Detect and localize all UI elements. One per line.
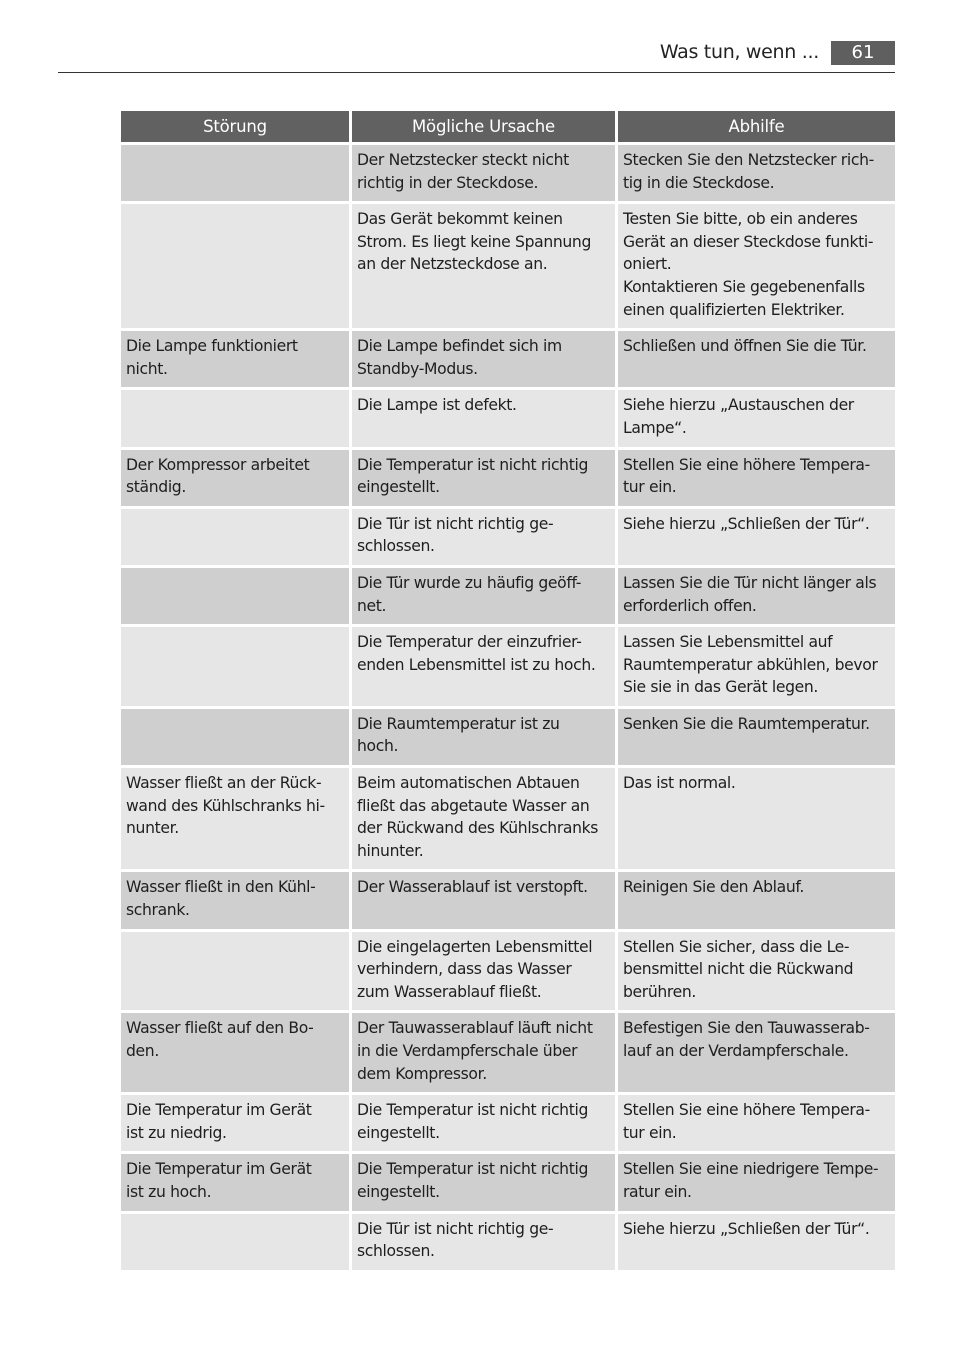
cell-stoerung-text: Die Lampe funktioniert nicht. <box>126 337 298 378</box>
table-row <box>121 627 895 706</box>
cell-ursache <box>352 932 615 1011</box>
cell-ursache <box>352 709 615 765</box>
cell-abhilfe <box>618 204 895 328</box>
cell-abhilfe <box>618 1154 895 1210</box>
cell-ursache <box>352 872 615 928</box>
cell-abhilfe-text: Senken Sie die Raumtemperatur. <box>623 714 870 733</box>
table-body <box>121 145 895 1270</box>
cell-ursache-text: Die Lampe ist defekt. <box>357 396 517 415</box>
table-row <box>121 1154 895 1210</box>
table-row <box>121 450 895 506</box>
table-row <box>121 390 895 446</box>
column-header-ursache: Mögliche Ursache <box>352 111 615 142</box>
cell-stoerung <box>121 145 349 201</box>
cell-abhilfe-text: Stellen Sie eine niedrigere Tempe- ratur ein. <box>623 1160 879 1201</box>
cell-stoerung <box>121 1013 349 1092</box>
table-row <box>121 145 895 201</box>
cell-abhilfe <box>618 709 895 765</box>
cell-stoerung-text: Wasser fließt auf den Bo- den. <box>126 1019 314 1060</box>
cell-ursache-text: Die Temperatur ist nicht richtig eingestellt. <box>357 455 588 497</box>
cell-ursache <box>352 1154 615 1210</box>
cell-stoerung <box>121 331 349 387</box>
cell-abhilfe-text: Siehe hierzu „Schließen der Tür“. <box>623 514 870 533</box>
cell-stoerung-text: Der Kompressor arbeitet ständig. <box>126 455 310 497</box>
cell-abhilfe-text: Befestigen Sie den Tauwasserab- lauf an der Verdampferschale. <box>623 1019 870 1060</box>
cell-ursache-text: Die Temperatur ist nicht richtig eingestellt. <box>357 1101 588 1142</box>
cell-stoerung <box>121 872 349 928</box>
cell-stoerung <box>121 627 349 706</box>
table-row <box>121 204 895 328</box>
section-title: Was tun, wenn ... <box>659 41 819 63</box>
table-row <box>121 932 895 1011</box>
cell-abhilfe-text: Testen Sie bitte, ob ein anderes Gerät an dieser Steckdose funkti- oniert. Kontaktieren Sie gegebenenfalls einen qualifizierten Elektriker. <box>623 210 874 319</box>
table-row <box>121 709 895 765</box>
cell-stoerung <box>121 1214 349 1270</box>
cell-stoerung <box>121 568 349 624</box>
cell-stoerung-text: Wasser fließt an der Rück- wand des Kühlschranks hi- nunter. <box>126 774 325 838</box>
cell-abhilfe <box>618 872 895 928</box>
cell-stoerung <box>121 768 349 869</box>
cell-ursache-text: Die Tür ist nicht richtig ge- schlossen. <box>357 514 554 556</box>
cell-stoerung <box>121 450 349 506</box>
cell-stoerung <box>121 390 349 446</box>
cell-abhilfe <box>618 145 895 201</box>
cell-abhilfe <box>618 768 895 869</box>
cell-abhilfe <box>618 1214 895 1270</box>
cell-ursache <box>352 450 615 506</box>
cell-ursache-text: Die Raumtemperatur ist zu hoch. <box>357 714 560 756</box>
cell-ursache-text: Beim automatischen Abtauen fließt das abgetaute Wasser an der Rückwand des Kühlschranks hinunter. <box>357 774 599 860</box>
table-row <box>121 1214 895 1270</box>
cell-ursache-text: Die Lampe befindet sich im Standby-Modus. <box>357 337 562 378</box>
table-row <box>121 768 895 869</box>
cell-ursache-text: Der Tauwasserablauf läuft nicht in die Verdampferschale über dem Kompressor. <box>357 1019 593 1083</box>
cell-abhilfe-text: Schließen und öffnen Sie die Tür. <box>623 337 867 356</box>
cell-ursache <box>352 1095 615 1151</box>
cell-abhilfe <box>618 932 895 1011</box>
cell-ursache <box>352 768 615 869</box>
cell-abhilfe-text: Siehe hierzu „Schließen der Tür“. <box>623 1219 870 1238</box>
table-header-row <box>121 111 895 142</box>
cell-abhilfe <box>618 568 895 624</box>
cell-ursache <box>352 627 615 706</box>
cell-stoerung <box>121 1095 349 1151</box>
cell-stoerung <box>121 709 349 765</box>
cell-abhilfe-text: Siehe hierzu „Austauschen der Lampe“. <box>623 396 854 437</box>
cell-ursache <box>352 568 615 624</box>
cell-stoerung <box>121 204 349 328</box>
cell-ursache-text: Die Temperatur der einzufrier- enden Lebensmittel ist zu hoch. <box>357 633 596 674</box>
cell-abhilfe <box>618 1013 895 1092</box>
cell-ursache-text: Der Netzstecker steckt nicht richtig in der Steckdose. <box>357 151 569 192</box>
cell-stoerung-text: Die Temperatur im Gerät ist zu hoch. <box>126 1160 312 1201</box>
page-number-badge: 61 <box>831 41 895 65</box>
cell-ursache <box>352 204 615 328</box>
cell-ursache <box>352 1013 615 1092</box>
cell-ursache <box>352 390 615 446</box>
cell-ursache-text: Der Wasserablauf ist verstopft. <box>357 878 588 897</box>
cell-abhilfe <box>618 331 895 387</box>
page-header <box>58 38 895 73</box>
cell-stoerung-text: Die Temperatur im Gerät ist zu niedrig. <box>126 1101 312 1142</box>
troubleshooting-table <box>118 108 898 1273</box>
cell-abhilfe-text: Lassen Sie Lebensmittel auf Raumtemperatur abkühlen, bevor Sie sie in das Gerät legen. <box>623 633 878 697</box>
cell-stoerung <box>121 1154 349 1210</box>
cell-stoerung <box>121 509 349 565</box>
cell-stoerung <box>121 932 349 1011</box>
column-header-stoerung: Störung <box>121 111 349 142</box>
cell-abhilfe-text: Stellen Sie sicher, dass die Le- bensmittel nicht die Rückwand berühren. <box>623 937 854 1001</box>
cell-stoerung-text: Wasser fließt in den Kühl- schrank. <box>126 878 316 920</box>
cell-abhilfe <box>618 627 895 706</box>
table-row <box>121 872 895 928</box>
cell-abhilfe <box>618 1095 895 1151</box>
cell-ursache <box>352 509 615 565</box>
cell-ursache-text: Die Tür ist nicht richtig ge- schlossen. <box>357 1219 554 1261</box>
table-row <box>121 568 895 624</box>
cell-abhilfe <box>618 390 895 446</box>
cell-ursache-text: Die Tür wurde zu häufig geöff- net. <box>357 573 582 615</box>
cell-abhilfe-text: Stecken Sie den Netzstecker rich- tig in die Steckdose. <box>623 151 874 192</box>
cell-abhilfe <box>618 450 895 506</box>
cell-abhilfe-text: Das ist normal. <box>623 774 736 793</box>
cell-ursache-text: Die eingelagerten Lebensmittel verhindern, dass das Wasser zum Wasserablauf fließt. <box>357 937 593 1001</box>
cell-ursache-text: Die Temperatur ist nicht richtig eingestellt. <box>357 1160 588 1201</box>
column-header-abhilfe: Abhilfe <box>618 111 895 142</box>
cell-abhilfe <box>618 509 895 565</box>
cell-ursache-text: Das Gerät bekommt keinen Strom. Es liegt keine Spannung an der Netzsteckdose an. <box>357 210 592 274</box>
cell-ursache <box>352 145 615 201</box>
table-row <box>121 331 895 387</box>
table-row <box>121 509 895 565</box>
cell-abhilfe-text: Lassen Sie die Tür nicht länger als erforderlich offen. <box>623 573 877 615</box>
cell-abhilfe-text: Stellen Sie eine höhere Tempera- tur ein. <box>623 1101 870 1142</box>
table-row <box>121 1095 895 1151</box>
cell-abhilfe-text: Reinigen Sie den Ablauf. <box>623 878 804 897</box>
cell-ursache <box>352 1214 615 1270</box>
cell-ursache <box>352 331 615 387</box>
cell-abhilfe-text: Stellen Sie eine höhere Tempera- tur ein. <box>623 455 870 497</box>
table-row <box>121 1013 895 1092</box>
